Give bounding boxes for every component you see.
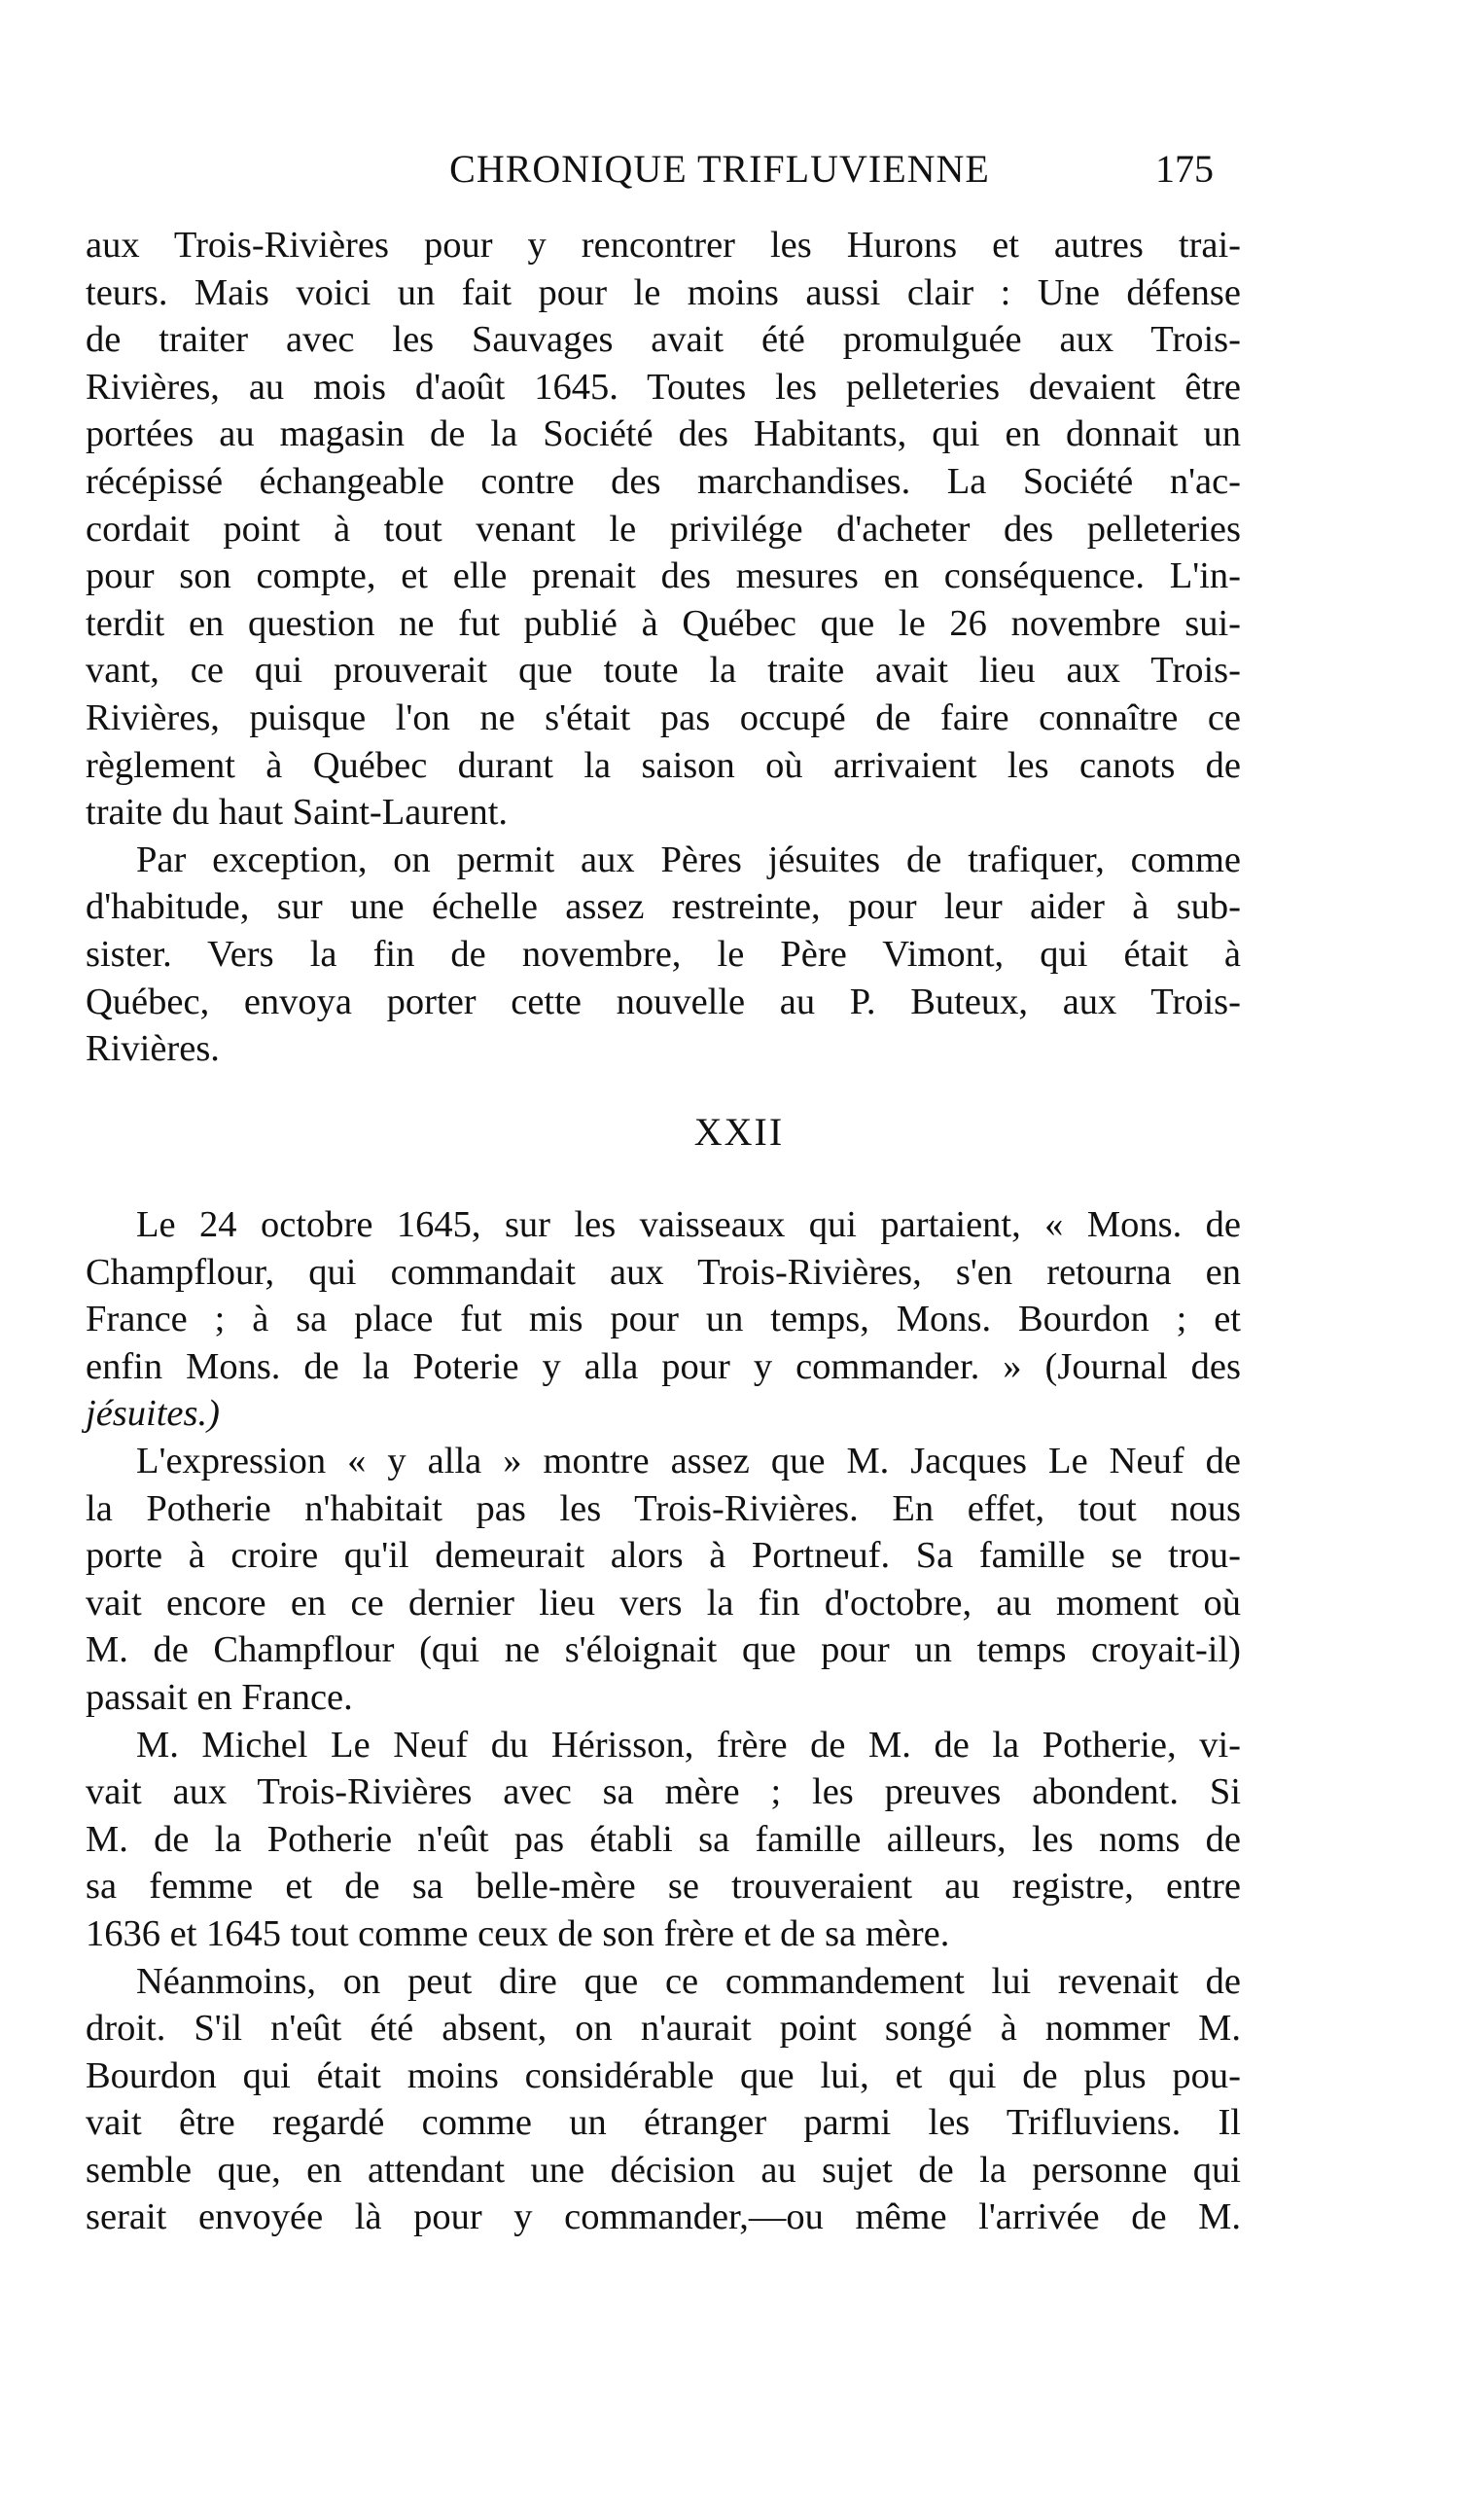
text-line: règlement à Québec durant la saison où arrivaient les canots de bbox=[86, 744, 1241, 786]
text-line: pour son compte, et elle prenait des mesures en conséquence. L'in- bbox=[86, 555, 1241, 597]
text-line: Néanmoins, on peut dire que ce commandement lui revenait de bbox=[136, 1960, 1241, 2002]
text-line: la Potherie n'habitait pas les Trois-Rivières. En effet, tout nous bbox=[86, 1487, 1241, 1529]
text-line: L'expression « y alla » montre assez que M. Jacques Le Neuf de bbox=[136, 1440, 1241, 1481]
text-line: d'habitude, sur une échelle assez restreinte, pour leur aider à sub- bbox=[86, 886, 1241, 928]
section-heading: XXII bbox=[693, 1110, 785, 1154]
text-line: Québec, envoya porter cette nouvelle au P. Buteux, aux Trois- bbox=[86, 981, 1241, 1022]
text-line: de traiter avec les Sauvages avait été promulguée aux Trois- bbox=[86, 319, 1241, 361]
text-line: vait être regardé comme un étranger parmi les Trifluviens. Il bbox=[86, 2102, 1241, 2144]
text-line: Le 24 octobre 1645, sur les vaisseaux qui partaient, « Mons. de bbox=[136, 1204, 1241, 1245]
text-line: vant, ce qui prouverait que toute la traite avait lieu aux Trois- bbox=[86, 650, 1241, 692]
text-line: droit. S'il n'eût été absent, on n'aurait point songé à nommer M. bbox=[86, 2008, 1241, 2050]
text-line: sa femme et de sa belle-mère se trouveraient au registre, entre bbox=[86, 1866, 1241, 1908]
text-line: portées au magasin de la Société des Habitants, qui en donnait un bbox=[86, 413, 1241, 455]
text-line: Par exception, on permit aux Pères jésuites de trafiquer, comme bbox=[136, 839, 1241, 880]
text-line: semble que, en attendant une décision au sujet de la personne qui bbox=[86, 2149, 1241, 2191]
text-line: traite du haut Saint-Laurent. bbox=[86, 792, 509, 834]
text-line: Rivières, puisque l'on ne s'était pas occupé de faire connaître ce bbox=[86, 696, 1241, 738]
text-line: récépissé échangeable contre des marchandises. La Société n'ac- bbox=[86, 460, 1241, 502]
text-line: Bourdon qui était moins considérable que lui, et qui de plus pou- bbox=[86, 2054, 1241, 2096]
text-line: vait aux Trois-Rivières avec sa mère ; les preuves abondent. Si bbox=[86, 1771, 1241, 1813]
page-number: 175 bbox=[1155, 147, 1214, 191]
text-line: 1636 et 1645 tout comme ceux de son frère et de sa mère. bbox=[86, 1912, 950, 1954]
paragraph-block-1 bbox=[86, 222, 1241, 1073]
text-line: M. Michel Le Neuf du Hérisson, frère de M. de la Potherie, vi- bbox=[136, 1724, 1241, 1766]
text-line: enfin Mons. de la Poterie y alla pour y commander. » (Journal des bbox=[86, 1345, 1241, 1387]
text-line: sister. Vers la fin de novembre, le Père Vimont, qui était à bbox=[86, 933, 1241, 975]
text-line: Champflour, qui commandait aux Trois-Rivières, s'en retourna en bbox=[86, 1251, 1241, 1293]
paragraph-block-2 bbox=[86, 1201, 1241, 2241]
text-line: serait envoyée là pour y commander,—ou même l'arrivée de M. bbox=[86, 2196, 1241, 2238]
text-line: jésuites.) bbox=[86, 1393, 220, 1435]
text-line: France ; à sa place fut mis pour un temps, Mons. Bourdon ; et bbox=[86, 1299, 1241, 1340]
running-head: CHRONIQUE TRIFLUVIENNE bbox=[449, 147, 990, 191]
text-line: passait en France. bbox=[86, 1676, 353, 1718]
text-line: terdit en question ne fut publié à Québec que le 26 novembre sui- bbox=[86, 602, 1241, 644]
text-line: teurs. Mais voici un fait pour le moins aussi clair : Une défense bbox=[86, 271, 1241, 313]
text-line: vait encore en ce dernier lieu vers la fin d'octobre, au moment où bbox=[86, 1582, 1241, 1624]
text-line: aux Trois-Rivières pour y rencontrer les Hurons et autres trai- bbox=[86, 225, 1241, 266]
text-line: Rivières, au mois d'août 1645. Toutes les pelleteries devaient être bbox=[86, 366, 1241, 408]
text-line: cordait point à tout venant le privilége d'acheter des pelleteries bbox=[86, 508, 1241, 550]
text-line: M. de la Potherie n'eût pas établi sa famille ailleurs, les noms de bbox=[86, 1818, 1241, 1860]
text-line: porte à croire qu'il demeurait alors à Portneuf. Sa famille se trou- bbox=[86, 1535, 1241, 1577]
text-line: M. de Champflour (qui ne s'éloignait que pour un temps croyait-il) bbox=[86, 1629, 1241, 1671]
text-line: Rivières. bbox=[86, 1028, 220, 1070]
